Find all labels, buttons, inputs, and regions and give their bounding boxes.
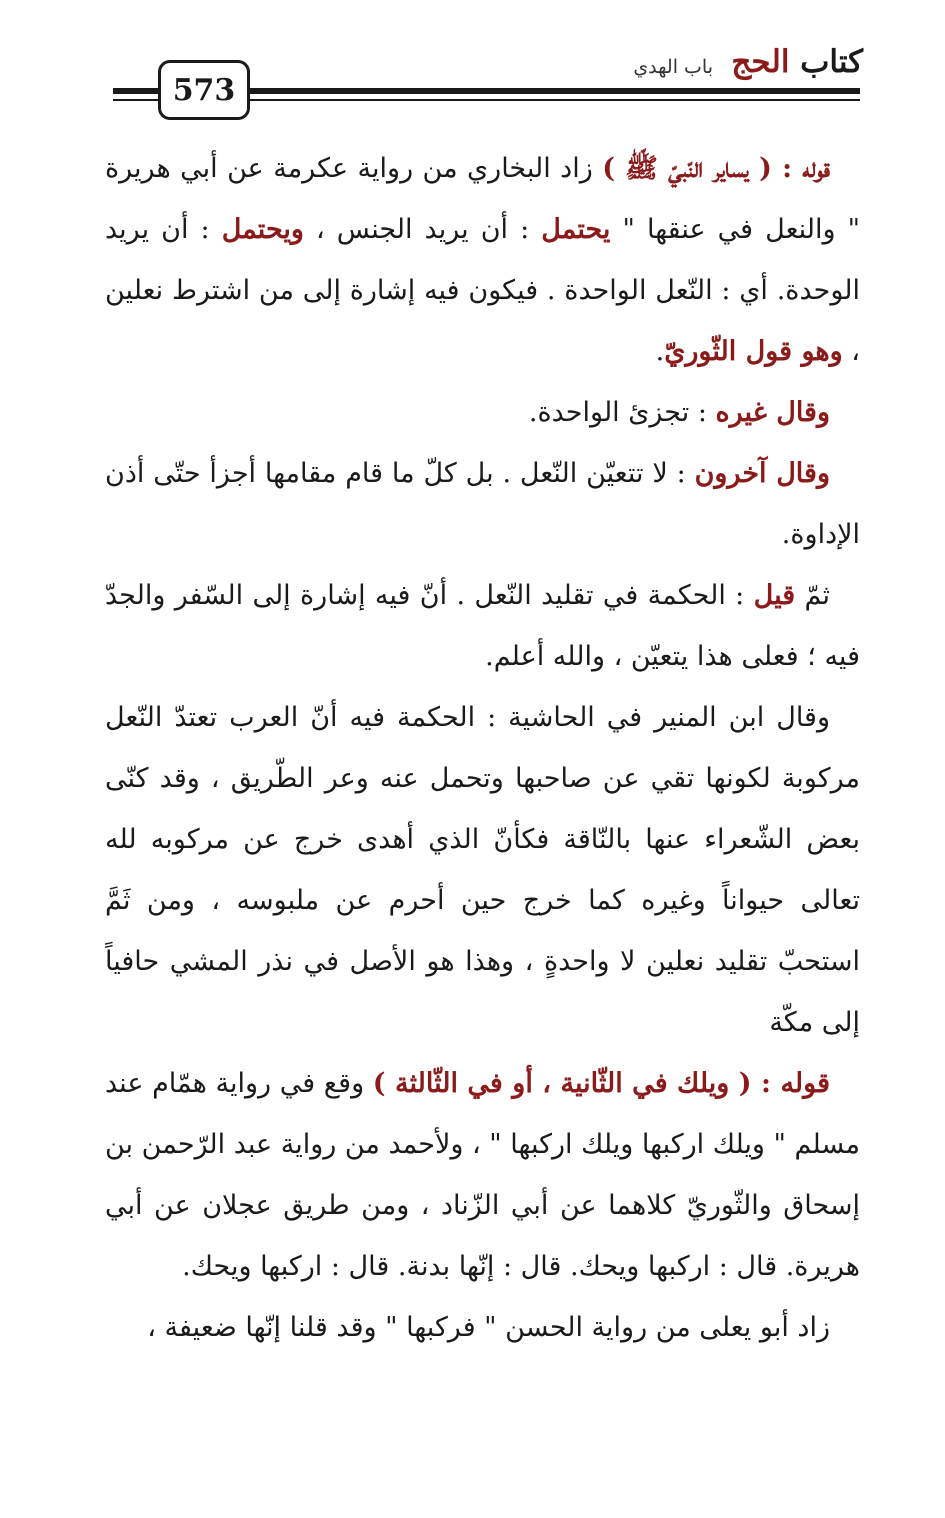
paragraph-3: وقال آخرون : لا تتعيّن النّعل . بل كلّ ما قام مقامها أجزأ حتّى أذن الإداوة.: [105, 458, 860, 550]
page-number: 573: [158, 60, 250, 120]
paragraph-7: زاد أبو يعلى من رواية الحسن " فركبها " وقد قلنا إنّها ضعيفة ،: [147, 1312, 830, 1343]
book-title: كتاب الحج: [731, 44, 863, 80]
page-header: [0, 0, 945, 120]
paragraph-2: وقال غيره : تجزئ الواحدة.: [528, 397, 830, 428]
paragraph-1: قوله : ( يساير النّبيّ ﷺ ) زاد البخاري من رواية عكرمة عن أبي هريرة " والنعل في عنقها " يحتمل : أن يريد الجنس ، ويحتمل : أن يريد الوحدة. أي : النّعل الواحدة . فيكون فيه إشارة إلى من اشترط نعلين ، وهو قول الثّوريّ.: [105, 153, 861, 367]
page-body: [105, 138, 860, 1358]
paragraph-5: وقال ابن المنير في الحاشية : الحكمة فيه أنّ العرب تعتدّ النّعل مركوبة لكونها تقي عن صاحبها وتحمل عنه وعر الطّريق ، وقد كنّى بعض الشّعراء عنها بالنّاقة فكأنّ الذي أهدى خرج عن مركوبه لله تعالى حيواناً وغيره كما خرج حين أحرم عن ملبوسه ، ومن ثَمَّ استحبّ تقليد نعلين لا واحدةٍ ، وهذا هو الأصل في نذر المشي حافياً إلى مكّة: [105, 702, 860, 1038]
chapter-title: باب الهدي: [633, 56, 713, 78]
paragraph-6: قوله : ( ويلك في الثّانية ، أو في الثّالثة ) وقع في رواية همّام عند مسلم " ويلك اركبها ويلك اركبها " ، ولأحمد من رواية عبد الرّحمن بن إسحاق والثّوريّ كلاهما عن أبي الزّناد ، ومن طريق عجلان عن أبي هريرة. قال : اركبها ويحك. قال : إنّها بدنة. قال : اركبها ويحك.: [105, 1068, 860, 1282]
paragraph-4: ثمّ قيل : الحكمة في تقليد النّعل . أنّ فيه إشارة إلى السّفر والجدّ فيه ؛ فعلى هذا يتعيّن ، والله أعلم.: [105, 580, 860, 672]
book-title-highlight: الحج: [731, 44, 790, 80]
